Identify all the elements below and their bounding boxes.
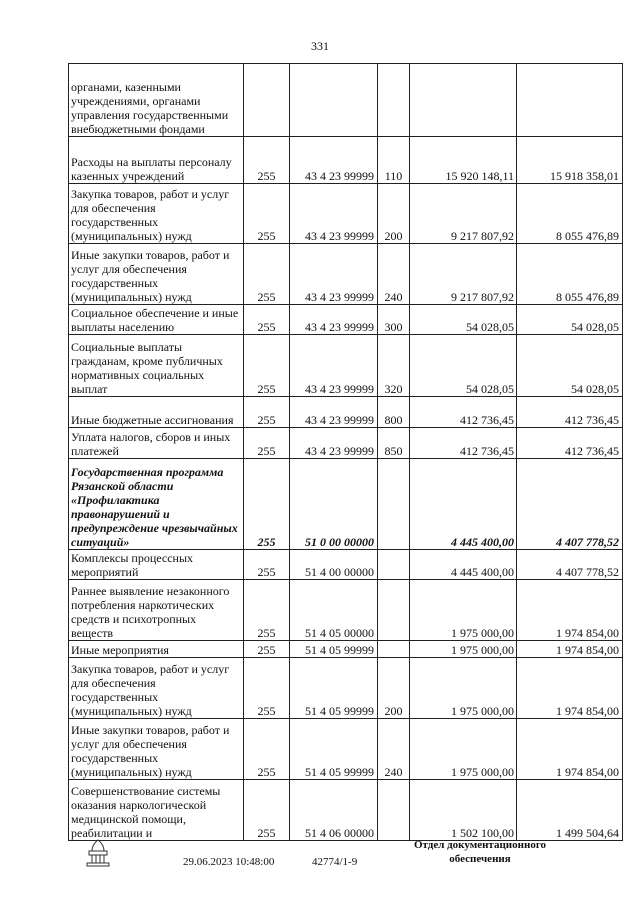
row-sum2-cell: 412 736,45 [517, 397, 623, 428]
row-csr-cell: 51 4 06 00000 [290, 780, 378, 841]
row-vr-cell [378, 64, 410, 137]
row-ved-cell: 255 [244, 137, 290, 184]
table-row [69, 719, 623, 780]
row-vr-cell [378, 780, 410, 841]
table-row [69, 658, 623, 719]
row-sum1-cell: 4 445 400,00 [410, 459, 517, 550]
row-sum1-cell: 412 736,45 [410, 428, 517, 459]
row-sum1-cell [410, 64, 517, 137]
table-row [69, 550, 623, 580]
page-number: 331 [311, 39, 329, 53]
row-name-cell: Закупка товаров, работ и услуг для обеспечения государственных (муниципальных) нужд [69, 658, 244, 719]
table-body [69, 64, 623, 841]
row-name-cell: Государственная программа Рязанской области «Профилактика правонарушений и предупреждение чрезвычайных ситуаций» [69, 459, 244, 550]
row-ved-cell: 255 [244, 335, 290, 397]
row-sum1-cell: 54 028,05 [410, 305, 517, 335]
row-ved-cell: 255 [244, 719, 290, 780]
row-name-cell: Иные мероприятия [69, 641, 244, 658]
row-ved-cell: 255 [244, 305, 290, 335]
row-csr-cell: 51 4 05 99999 [290, 658, 378, 719]
row-name-cell: Совершенствование системы оказания наркологической медицинской помощи, реабилитации и [69, 780, 244, 841]
row-ved-cell: 255 [244, 641, 290, 658]
row-csr-cell: 43 4 23 99999 [290, 335, 378, 397]
row-csr-cell: 43 4 23 99999 [290, 428, 378, 459]
row-vr-cell: 850 [378, 428, 410, 459]
row-name-cell: органами, казенными учреждениями, органами управления государственными внебюджетными фондами [69, 64, 244, 137]
row-sum1-cell: 9 217 807,92 [410, 244, 517, 305]
row-vr-cell: 300 [378, 305, 410, 335]
row-sum2-cell: 54 028,05 [517, 335, 623, 397]
row-vr-cell: 200 [378, 658, 410, 719]
row-sum2-cell: 1 974 854,00 [517, 719, 623, 780]
row-csr-cell: 51 4 00 00000 [290, 550, 378, 580]
table-row [69, 428, 623, 459]
row-csr-cell: 51 4 05 99999 [290, 719, 378, 780]
row-sum2-cell: 1 974 854,00 [517, 641, 623, 658]
row-sum1-cell: 1 975 000,00 [410, 719, 517, 780]
row-vr-cell: 240 [378, 719, 410, 780]
row-ved-cell: 255 [244, 580, 290, 641]
row-name-cell: Закупка товаров, работ и услуг для обеспечения государственных (муниципальных) нужд [69, 184, 244, 244]
budget-table [68, 63, 623, 841]
row-sum2-cell: 8 055 476,89 [517, 184, 623, 244]
row-csr-cell: 43 4 23 99999 [290, 305, 378, 335]
row-name-cell: Социальное обеспечение и иные выплаты населению [69, 305, 244, 335]
row-sum1-cell: 4 445 400,00 [410, 550, 517, 580]
row-sum2-cell: 1 499 504,64 [517, 780, 623, 841]
row-name-cell: Уплата налогов, сборов и иных платежей [69, 428, 244, 459]
row-name-cell: Иные бюджетные ассигнования [69, 397, 244, 428]
row-csr-cell: 51 4 05 99999 [290, 641, 378, 658]
row-vr-cell: 320 [378, 335, 410, 397]
row-csr-cell: 51 0 00 00000 [290, 459, 378, 550]
row-name-cell: Расходы на выплаты персоналу казенных учреждений [69, 137, 244, 184]
row-sum1-cell: 412 736,45 [410, 397, 517, 428]
row-vr-cell [378, 641, 410, 658]
row-vr-cell: 240 [378, 244, 410, 305]
row-csr-cell [290, 64, 378, 137]
emblem-logo-icon [85, 838, 111, 868]
row-vr-cell: 110 [378, 137, 410, 184]
row-sum1-cell: 9 217 807,92 [410, 184, 517, 244]
row-vr-cell [378, 580, 410, 641]
row-name-cell: Иные закупки товаров, работ и услуг для обеспечения государственных (муниципальных) нужд [69, 719, 244, 780]
row-sum2-cell: 412 736,45 [517, 428, 623, 459]
table-row [69, 64, 623, 137]
row-sum2-cell: 1 974 854,00 [517, 580, 623, 641]
row-sum2-cell: 4 407 778,52 [517, 459, 623, 550]
row-name-cell: Социальные выплаты гражданам, кроме публичных нормативных социальных выплат [69, 335, 244, 397]
row-ved-cell: 255 [244, 428, 290, 459]
table-row [69, 397, 623, 428]
row-name-cell: Иные закупки товаров, работ и услуг для обеспечения государственных (муниципальных) нужд [69, 244, 244, 305]
row-sum2-cell: 8 055 476,89 [517, 244, 623, 305]
row-sum2-cell [517, 64, 623, 137]
department-label: Отдел документационного обеспечения [413, 839, 547, 865]
row-sum2-cell: 15 918 358,01 [517, 137, 623, 184]
table-row [69, 305, 623, 335]
table-row [69, 580, 623, 641]
row-sum2-cell: 4 407 778,52 [517, 550, 623, 580]
row-ved-cell: 255 [244, 550, 290, 580]
row-ved-cell: 255 [244, 244, 290, 305]
row-vr-cell: 200 [378, 184, 410, 244]
row-vr-cell: 800 [378, 397, 410, 428]
row-csr-cell: 51 4 05 00000 [290, 580, 378, 641]
row-sum1-cell: 15 920 148,11 [410, 137, 517, 184]
emblem-logo [85, 838, 111, 873]
registration-code: 42774/1-9 [312, 856, 358, 868]
row-ved-cell [244, 64, 290, 137]
row-name-cell: Комплексы процессных мероприятий [69, 550, 244, 580]
row-vr-cell [378, 459, 410, 550]
table-row [69, 459, 623, 550]
row-sum1-cell: 1 502 100,00 [410, 780, 517, 841]
row-name-cell: Раннее выявление незаконного потребления наркотических средств и психотропных веществ [69, 580, 244, 641]
row-ved-cell: 255 [244, 780, 290, 841]
row-sum1-cell: 54 028,05 [410, 335, 517, 397]
table-row [69, 780, 623, 841]
row-csr-cell: 43 4 23 99999 [290, 244, 378, 305]
row-ved-cell: 255 [244, 397, 290, 428]
table-row [69, 244, 623, 305]
table-row [69, 137, 623, 184]
row-sum2-cell: 1 974 854,00 [517, 658, 623, 719]
row-sum1-cell: 1 975 000,00 [410, 580, 517, 641]
row-sum2-cell: 54 028,05 [517, 305, 623, 335]
row-ved-cell: 255 [244, 658, 290, 719]
table-row [69, 184, 623, 244]
row-ved-cell: 255 [244, 184, 290, 244]
table-row [69, 335, 623, 397]
row-vr-cell [378, 550, 410, 580]
row-sum1-cell: 1 975 000,00 [410, 658, 517, 719]
row-sum1-cell: 1 975 000,00 [410, 641, 517, 658]
row-csr-cell: 43 4 23 99999 [290, 137, 378, 184]
registration-date: 29.06.2023 10:48:00 [183, 856, 275, 868]
row-csr-cell: 43 4 23 99999 [290, 184, 378, 244]
row-ved-cell: 255 [244, 459, 290, 550]
row-csr-cell: 43 4 23 99999 [290, 397, 378, 428]
table-row [69, 641, 623, 658]
